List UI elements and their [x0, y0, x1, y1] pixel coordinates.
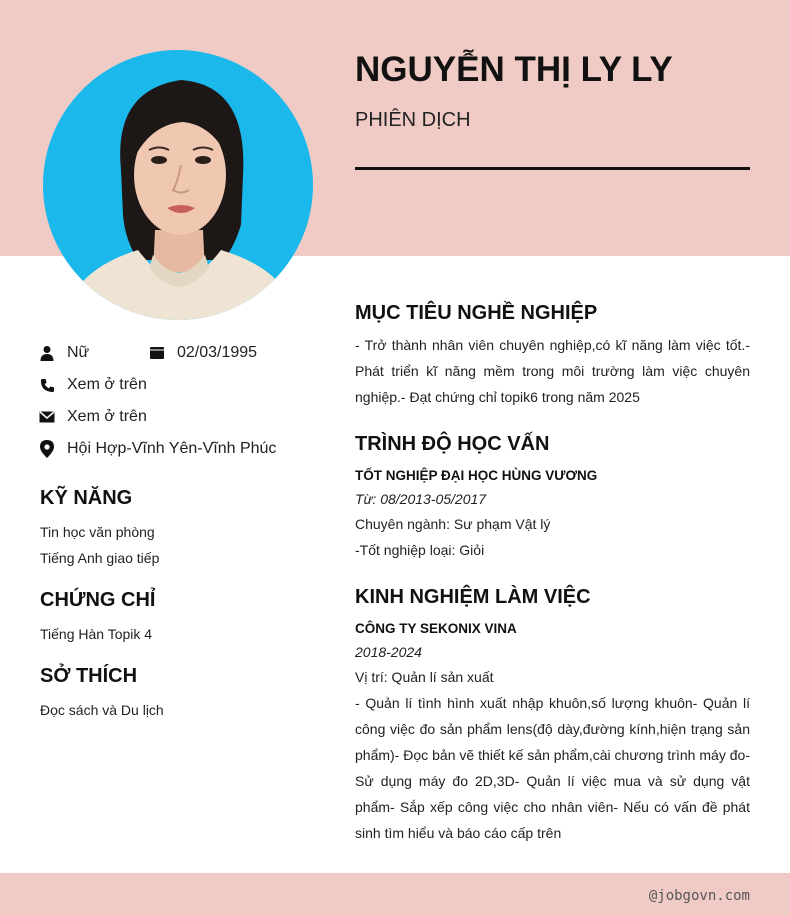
portrait-illustration: [43, 50, 313, 320]
location-pin-icon: [38, 440, 56, 458]
education-grade: -Tốt nghiệp loại: Giỏi: [355, 542, 485, 558]
experience-company: CÔNG TY SEKONIX VINA: [355, 621, 517, 636]
experience-period: 2018-2024: [355, 644, 422, 660]
email-value: Xem ở trên: [67, 408, 147, 425]
candidate-name: NGUYỄN THỊ LY LY: [355, 50, 673, 89]
envelope-icon: [38, 408, 56, 426]
certificates-heading: CHỨNG CHỈ: [40, 589, 156, 611]
title-divider: [355, 167, 750, 170]
education-major: Chuyên ngành: Sư phạm Vật lý: [355, 516, 551, 532]
experience-role: Vị trí: Quản lí sản xuất: [355, 669, 494, 685]
skill-item: Tiếng Anh giao tiếp: [40, 550, 160, 566]
education-period: Từ: 08/2013-05/2017: [355, 491, 487, 507]
job-position: PHIÊN DỊCH: [355, 109, 471, 131]
dob-row: [148, 342, 257, 364]
education-heading: TRÌNH ĐỘ HỌC VẤN: [355, 433, 550, 455]
dob-value: 02/03/1995: [177, 344, 258, 361]
education-school: TỐT NGHIỆP ĐẠI HỌC HÙNG VƯƠNG: [355, 468, 598, 483]
gender-value: Nữ: [67, 344, 90, 361]
phone-icon: [38, 376, 56, 394]
calendar-icon: [148, 344, 166, 362]
address-row: [38, 438, 276, 460]
certificate-item: Tiếng Hàn Topik 4: [40, 626, 153, 642]
objective-text: - Trở thành nhân viên chuyên nghiệp,có kĩ năng làm việc tốt.- Phát triển kĩ năng mềm trong môi trường làm việc chuyên nghiệp.- Đạt chứng chỉ topik6 trong năm 2025: [355, 337, 750, 405]
email-row: [38, 406, 147, 428]
skill-item: Tin học văn phòng: [40, 524, 155, 540]
objective-heading: MỤC TIÊU NGHỀ NGHIỆP: [355, 302, 598, 324]
gender-row: [38, 342, 89, 364]
profile-photo: [43, 50, 313, 320]
experience-heading: KINH NGHIỆM LÀM VIỆC: [355, 586, 591, 608]
hobbies-heading: SỞ THÍCH: [40, 665, 138, 687]
phone-value: Xem ở trên: [67, 376, 147, 393]
address-value: Hội Hợp-Vĩnh Yên-Vĩnh Phúc: [67, 440, 277, 457]
hobby-item: Đọc sách và Du lịch: [40, 702, 164, 718]
person-icon: [38, 344, 56, 362]
experience-description: - Quản lí tình hình xuất nhập khuôn,số lượng khuôn- Quản lí công việc đo sản phẩm lens(độ dày,đường kính,hiện trạng sản phẩm)- Đọc bản vẽ thiết kế sản phẩm,cài chương trình máy đo- Sử dụng máy đo 2D,3D- Quản lí việc mua và sử dụng vật phẩm- Sắp xếp công việc cho nhân viên- Nếu có vấn đề phát sinh tìm hiểu và báo cáo cấp trên: [355, 695, 750, 841]
phone-row: [38, 374, 147, 396]
skills-heading: KỸ NĂNG: [40, 487, 133, 509]
footer-watermark: @jobgovn.com: [648, 888, 750, 904]
